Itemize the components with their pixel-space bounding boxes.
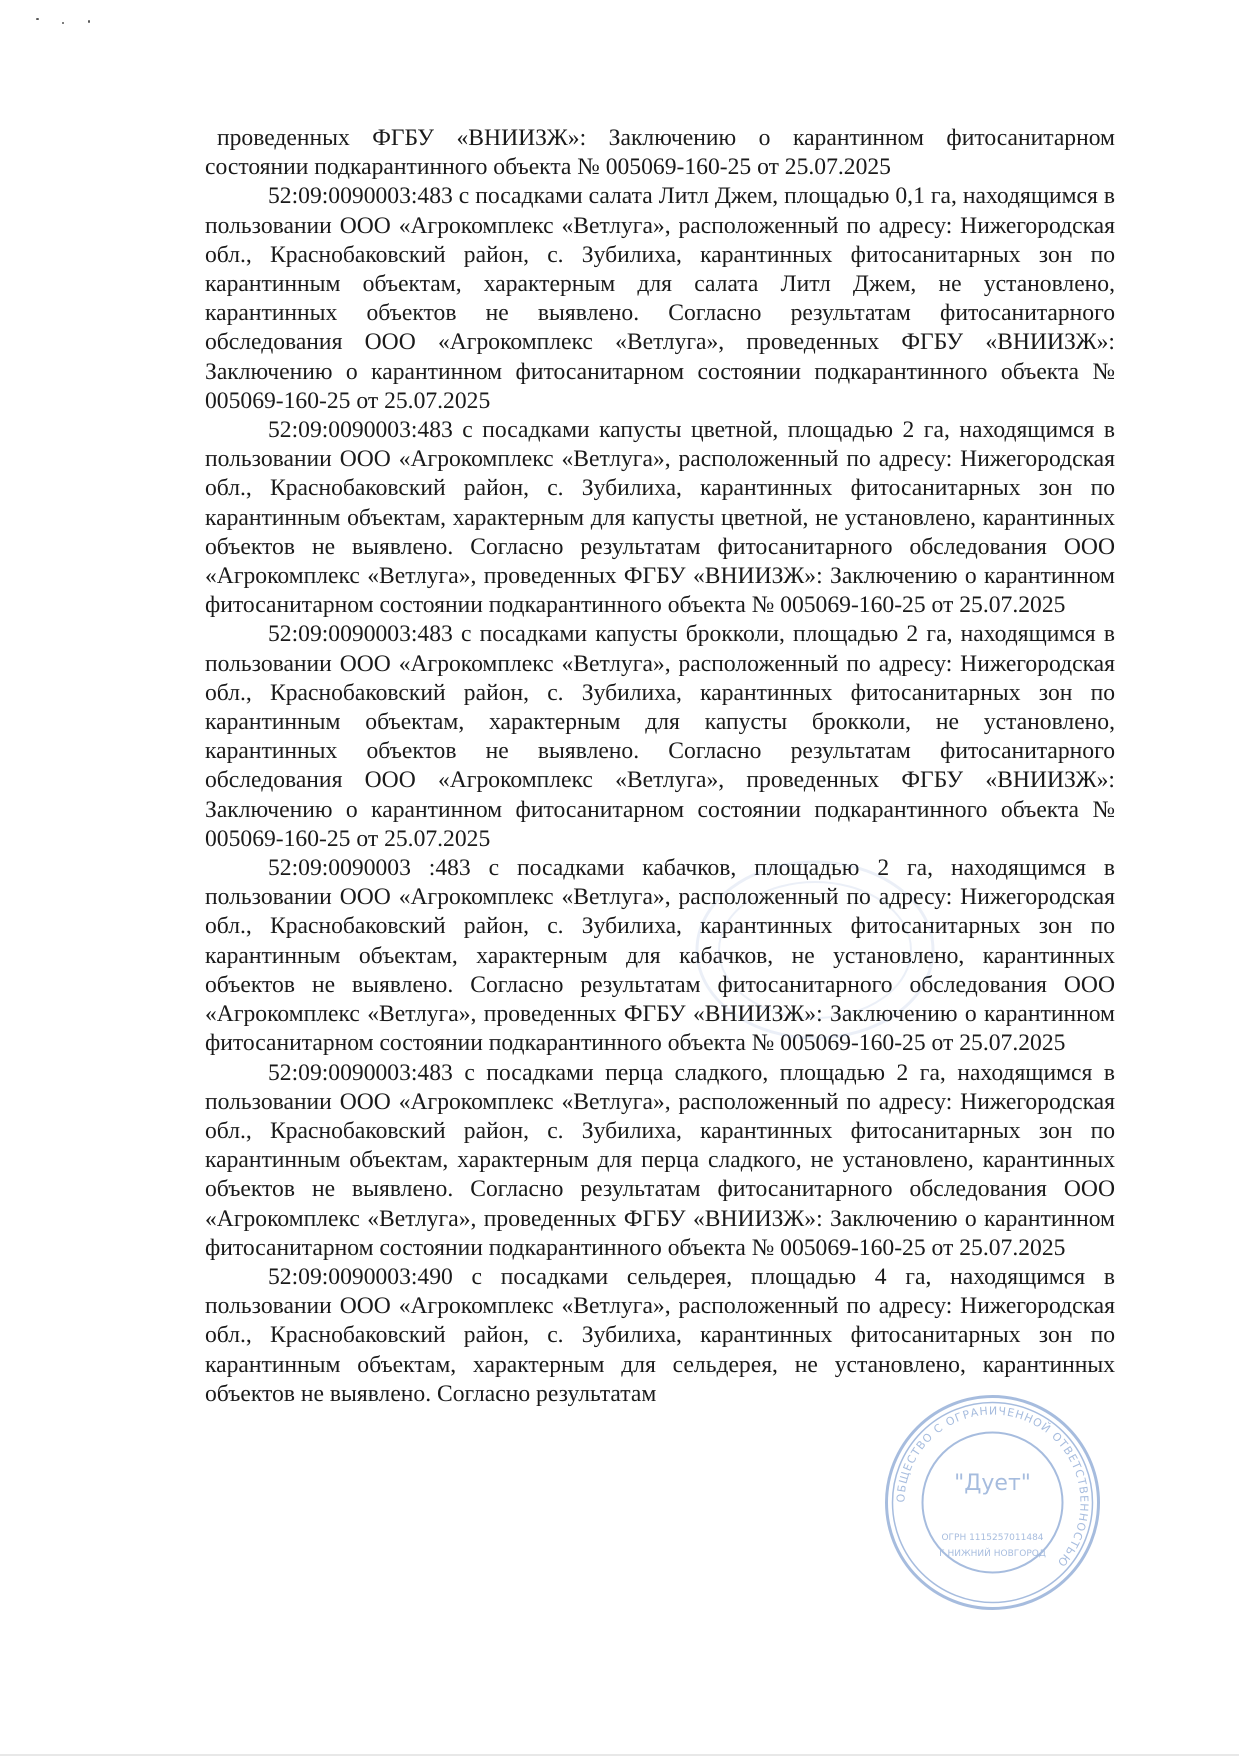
seal-center-text: "Дует"	[954, 1471, 1031, 1496]
paragraph-continuation: проведенных ФГБУ «ВНИИЗЖ»: Заключению о карантинном фитосанитарном состоянии подкарантинного объекта № 005069-160-25 от 25.07.2025	[205, 125, 1115, 181]
paragraph-zucchini: 52:09:0090003 :483 с посадками кабачков, площадью 2 га, находящимся в пользовании ООО «Агрокомплекс «Ветлуга», расположенный по адресу: Нижегородская обл., Краснобаковский район, с. Зубилиха, карантинных фитосанитарных зон по карантинным объектам, характерным для кабачков, не установлено, карантинных объектов не выявлено. Согласно результатам фитосанитарного обследования ООО «Агрокомплекс «Ветлуга», проведенных ФГБУ «ВНИИЗЖ»: Заключению о карантинном фитосанитарном состоянии подкарантинного объекта № 005069-160-25 от 25.07.2025	[205, 855, 1115, 1057]
paragraph-lettuce: 52:09:0090003:483 с посадками салата Литл Джем, площадью 0,1 га, находящимся в пользовании ООО «Агрокомплекс «Ветлуга», расположенный по адресу: Нижегородская обл., Краснобаковский район, с. Зубилиха, карантинных фитосанитарных зон по карантинным объектам, характерным для салата Литл Джем, не установлено, карантинных объектов не выявлено. Согласно результатам фитосанитарного обследования ООО «Агрокомплекс «Ветлуга», проведенных ФГБУ «ВНИИЗЖ»: Заключению о карантинном фитосанитарном состоянии подкарантинного объекта № 005069-160-25 от 25.07.2025	[205, 183, 1115, 414]
paragraph-sweet-pepper: 52:09:0090003:483 с посадками перца сладкого, площадью 2 га, находящимся в пользовании ООО «Агрокомплекс «Ветлуга», расположенный по адресу: Нижегородская обл., Краснобаковский район, с. Зубилиха, карантинных фитосанитарных зон по карантинным объектам, характерным для перца сладкого, не установлено, карантинных объектов не выявлено. Согласно результатам фитосанитарного обследования ООО «Агрокомплекс «Ветлуга», проведенных ФГБУ «ВНИИЗЖ»: Заключению о карантинном фитосанитарном состоянии подкарантинного объекта № 005069-160-25 от 25.07.2025	[205, 1059, 1115, 1261]
seal-city: Г.НИЖНИЙ НОВГОРОД	[939, 1549, 1046, 1559]
scan-speck	[88, 20, 90, 23]
seal-ring-text: ОБЩЕСТВО С ОГРАНИЧЕННОЙ ОТВЕТСТВЕННОСТЬЮ	[894, 1404, 1091, 1570]
scan-bottom-edge	[0, 1754, 1239, 1756]
svg-text:ОБЩЕСТВО С ОГРАНИЧЕННОЙ ОТВЕТС	[894, 1404, 1090, 1569]
paragraph-celery: 52:09:0090003:490 с посадками сельдерея, площадью 4 га, находящимся в пользовании ООО «Агрокомплекс «Ветлуга», расположенный по адресу: Нижегородская обл., Краснобаковский район, с. Зубилиха, карантинных фитосанитарных зон по карантинным объектам, характерным для сельдерея, не установлено, карантинных объектов не выявлено. Согласно результатам	[205, 1263, 1115, 1407]
scan-speck	[62, 22, 64, 24]
scan-specks	[36, 14, 156, 38]
paragraph-broccoli: 52:09:0090003:483 с посадками капусты брокколи, площадью 2 га, находящимся в пользовании ООО «Агрокомплекс «Ветлуга», расположенный по адресу: Нижегородская обл., Краснобаковский район, с. Зубилиха, карантинных фитосанитарных зон по карантинным объектам, характерным для капусты брокколи, не установлено, карантинных объектов не выявлено. Согласно результатам фитосанитарного обследования ООО «Агрокомплекс «Ветлуга», проведенных ФГБУ «ВНИИЗЖ»: Заключению о карантинном фитосанитарном состоянии подкарантинного объекта № 005069-160-25 от 25.07.2025	[205, 621, 1115, 852]
company-seal	[880, 1390, 1105, 1615]
document-body	[205, 124, 1115, 1409]
paragraph-cauliflower: 52:09:0090003:483 с посадками капусты цветной, площадью 2 га, находящимся в пользовании ООО «Агрокомплекс «Ветлуга», расположенный по адресу: Нижегородская обл., Краснобаковский район, с. Зубилиха, карантинных фитосанитарных зон по карантинным объектам, характерным для капусты цветной, не установлено, карантинных объектов не выявлено. Согласно результатам фитосанитарного обследования ООО «Агрокомплекс «Ветлуга», проведенных ФГБУ «ВНИИЗЖ»: Заключению о карантинном фитосанитарном состоянии подкарантинного объекта № 005069-160-25 от 25.07.2025	[205, 417, 1115, 619]
seal-ogrn: ОГРН 1115257011484	[941, 1533, 1044, 1543]
scan-speck	[36, 18, 39, 20]
